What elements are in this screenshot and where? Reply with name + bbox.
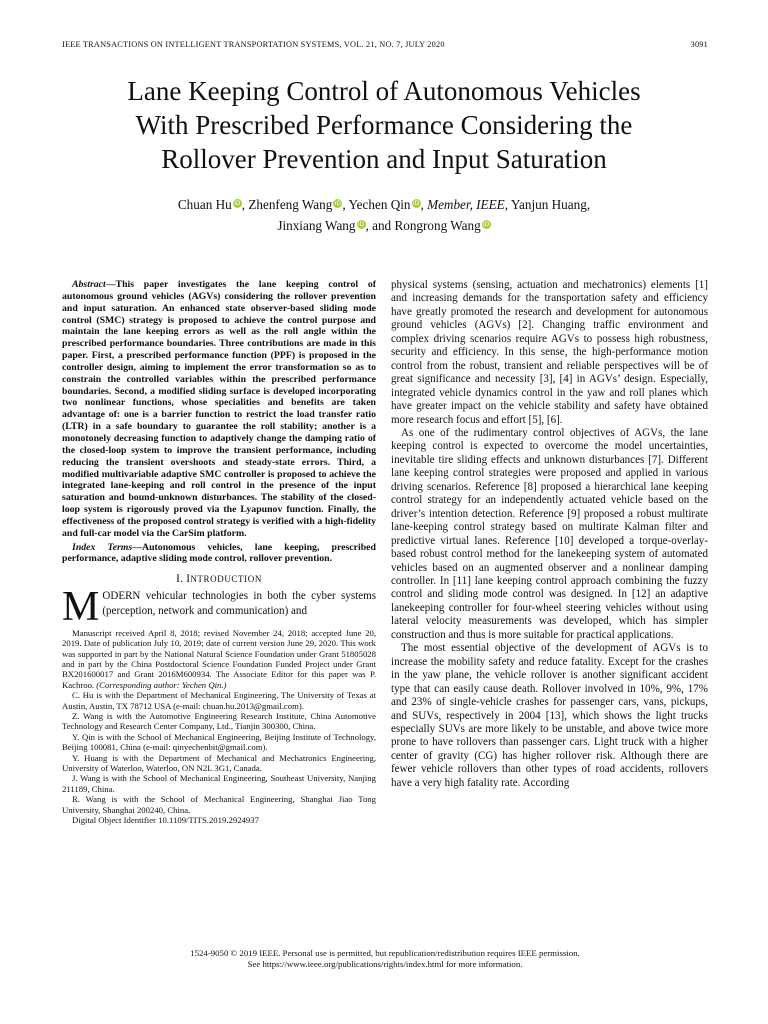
index-terms-text: Autonomous vehicles, lane keeping, prescribed performance, adaptive sliding mode control, rollover prevention. (62, 541, 376, 565)
drop-cap: M (62, 583, 100, 630)
body-paragraph: The most essential objective of the development of AGVs is to increase the mobility safety and reduce fatality. Except for the crashes in the yaw plane, the vehicle rollover is another significant accident type that can easily cause death. Rollover involved in 10%, 9%, 17% and 23% of single-vehicle crashes for passenger cars, vans, pickups, and SUVs, respectively in 2004 [13], which shows the light trucks especially SUVs are more likely to be unstable, and above twice more prone to have rollovers than passenger cars. Light truck with a higher center of gravity (CG) has higher rollover risk. Although there are fewer vehicle rollovers than other types of road accidents, rollovers have a very high fatality rate. According (391, 642, 708, 789)
author-name: Rongrong Wang (394, 218, 481, 233)
section-title-initial: I (186, 573, 191, 586)
footnote-affiliation: Z. Wang is with the Automotive Engineering Research Institute, China Automotive Technology and Research Center Company, Ltd., Tianjin 300300, China. (62, 710, 376, 732)
abstract-label: Abstract (72, 279, 106, 290)
author-list (60, 194, 708, 236)
page-number: 3091 (690, 40, 708, 49)
footnotes (62, 628, 376, 826)
author-name: Yechen Qin (348, 197, 411, 212)
footnote-affiliation: R. Wang is with the School of Mechanical Engineering, Shanghai Jiao Tong University, Shanghai 200240, China. (62, 794, 376, 815)
copyright-footer (62, 948, 708, 970)
journal-header: IEEE TRANSACTIONS ON INTELLIGENT TRANSPORTATION SYSTEMS, VOL. 21, NO. 7, JULY 2020 (62, 40, 445, 49)
right-column (391, 279, 708, 790)
section-heading (62, 573, 376, 586)
orcid-icon[interactable]: iD (234, 200, 241, 207)
left-column (62, 279, 376, 825)
section-title-rest: NTRODUCTION (190, 574, 262, 585)
footnote-affiliation: Y. Qin is with the School of Mechanical Engineering, Beijing Institute of Technology, Beijing 100081, China (e-mail: qinyechenbit@gmail.com). (62, 731, 376, 753)
footnote-affiliation: Y. Huang is with the Department of Mechanical and Mechatronics Engineering, University of Waterloo, Waterloo, ON N2L 3G1, Canada. (62, 752, 376, 773)
copyright-line: 1524-9050 © 2019 IEEE. Personal use is permitted, but republication/redistribution requires IEEE permission. (190, 948, 580, 958)
orcid-icon[interactable]: iD (412, 200, 420, 207)
intro-paragraph (62, 583, 376, 630)
index-terms: Index Terms—Autonomous vehicles, lane keeping, prescribed performance, adaptive sliding mode control, rollover prevention. (62, 541, 376, 565)
author-name: Jinxiang Wang (277, 218, 356, 233)
footnote-affiliation: C. Hu is with the Department of Mechanical Engineering, The University of Texas at Austin, Austin, TX 78712 USA (e-mail: chuan.hu.2013@gmail.com). (62, 690, 376, 711)
body-paragraph: physical systems (sensing, actuation and mechatronics) elements [1] and increasing demands for the transportation safety and efficiency have greatly promoted the research and development for autonomous ground vehicles (AGVs) [2]. Changing traffic environment and complex driving scenarios require AGVs to possess high robustness, security and efficiency. In this sense, the high-performance motion control from the robust, transient and reliable perspectives will be of great significance and necessity [3], [4] in AGVs’ design. Especially, integrated vehicle dynamics control in the yaw and roll planes which have greater impact on the vehicle stability and safety have obtained more research focus and effort [5], [6]. (391, 279, 708, 426)
index-terms-label: Index Terms (72, 541, 133, 553)
abstract: Abstract—This paper investigates the lane keeping control of autonomous ground vehicles (AGVs) considering the rollover prevention and input saturation. An enhanced state observer-based sliding mode control (SMC) strategy is proposed to achieve the control purpose and maintain the lane keeping errors as well as the roll angle within the prescribed performance boundaries. Three contributions are made in this paper. First, a prescribed performance function (PPF) is proposed in the controller design, aiming to implement the error transformation so as to constrain the controlled variables within the prescribed performance boundaries. Second, a modified sliding surface is developed incorporating two nonlinear functions, whose specialities and benefits are taken advantage of: one is a barrier function to restrict the load transfer ratio (LTR) in a safe boundary to guarantee the roll stability; another is a monotonely decreasing function to adaptively change the damping ratio of the closed-loop system to improve the transient performance, including reducing the transient overshoots and steady-state errors. Third, a modified multivariable adaptive SMC controller is proposed to achieve the integrated lane-keeping and roll control in the presence of the input saturation and bound-unknown disturbances. The stability of the closed-loop system is rigorously proved via the Lyapunov function. Finally, the effectiveness of the proposed control strategy is verified with a high-fidelity and full-car model via the CarSim platform. (62, 279, 376, 539)
author-line-2: Jinxiang Wang iD, and Rongrong Wang iD (277, 218, 490, 233)
intro-text: vehicular technologies in both the cyber systems (perception, network and communication) and (102, 589, 376, 618)
first-word-rest: ODERN (102, 589, 141, 602)
footnote-manuscript: Manuscript received April 8, 2018; revised November 24, 2018; accepted June 20, 2019. Date of publication July 10, 2019; date of current version June 29, 2020. This work was supported in part by the National Natural Science Foundation under Grant 51805028 and in part by the China Postdoctoral Science Foundation Funded Project under Grant BX201600017 and Grant 2016M600934. The Associate Editor for this paper was P. Kachroo. (Corresponding author: Yechen Qin.) (62, 627, 376, 690)
orcid-icon[interactable]: iD (357, 221, 365, 228)
corresponding-author: (Corresponding author: Yechen Qin.) (96, 679, 227, 690)
section-number: I. (176, 573, 184, 586)
author-name: Zhenfeng Wang (248, 197, 333, 212)
orcid-icon[interactable]: iD (483, 221, 490, 228)
member-designation: Member, IEEE (427, 197, 505, 212)
orcid-icon[interactable]: iD (334, 200, 341, 207)
title-line-2: With Prescribed Performance Considering the (135, 110, 633, 140)
author-line-1: Chuan Hu iD, Zhenfeng Wang iD, Yechen Qin iD, Member, IEEE, Yanjun Huang, (177, 197, 591, 212)
footnote-affiliation: J. Wang is with the School of Mechanical Engineering, Southeast University, Nanjing 211189, China. (62, 773, 376, 794)
author-name: Yanjun Huang (510, 197, 587, 212)
rights-link-line: See https://www.ieee.org/publications/rights/index.html for more information. (247, 959, 523, 969)
body-paragraph: As one of the rudimentary control objectives of AGVs, the lane keeping control is expected to overcome the model uncertainties, inevitable tire sliding effects and unknown disturbances [7]. Different lane keeping control strategies were proposed and applied in various driving scenarios. Reference [8] proposed a hierarchical lane keeping control strategy for an independently actuated vehicle based on the driver’s intention detection. Reference [9] proposed a robust multirate lane-keeping control strategy based on multirate Kalman filter and predictive virtual lanes. Reference [10] developed a torque-overlay-based robust control method for the lanekeeping system of automated vehicles based on an augmented observer and a nonlinear damping controller. In [11] lane keeping control approach combining the fuzzy control and sliding mode control was designed. In [12] an adaptive lanekeeping controller for four-wheel steering vehicles without using lateral velocity measurements was developed, which has simpler construction and thus is more suitable for practical applications. (391, 426, 708, 641)
paper-title (40, 74, 728, 176)
title-line-3: Rollover Prevention and Input Saturation (161, 144, 607, 174)
author-name: Chuan Hu (177, 197, 232, 212)
abstract-text: This paper investigates the lane keeping control of autonomous ground vehicles (AGVs) considering the rollover prevention and input saturation. An enhanced state observer-based sliding mode control (SMC) strategy is proposed to achieve the control purpose and maintain the lane keeping errors as well as the roll angle within the prescribed performance boundaries. Three contributions are made in this paper. First, a prescribed performance function (PPF) is proposed in the controller design, aiming to implement the error transformation so as to constrain the controlled variables within the prescribed performance boundaries. Second, a modified sliding surface is developed incorporating two nonlinear functions, whose specialities and benefits are taken advantage of: one is a barrier function to restrict the load transfer ratio (LTR) in a safe boundary to guarantee the roll stability; another is a monotonely decreasing function to adaptively change the damping ratio of the closed-loop system to improve the transient performance, including reducing the transient overshoots and steady-state errors. Third, a modified multivariable adaptive SMC controller is proposed to achieve the integrated lane-keeping and roll control in the presence of the input saturation and bound-unknown disturbances. The stability of the closed-loop system is rigorously proved via the Lyapunov function. Finally, the effectiveness of the proposed control strategy is verified with a high-fidelity and full-car model via the CarSim platform. (62, 279, 376, 539)
title-line-1: Lane Keeping Control of Autonomous Vehicles (127, 76, 641, 106)
doi-line: Digital Object Identifier 10.1109/TITS.2019.2924937 (72, 815, 259, 826)
